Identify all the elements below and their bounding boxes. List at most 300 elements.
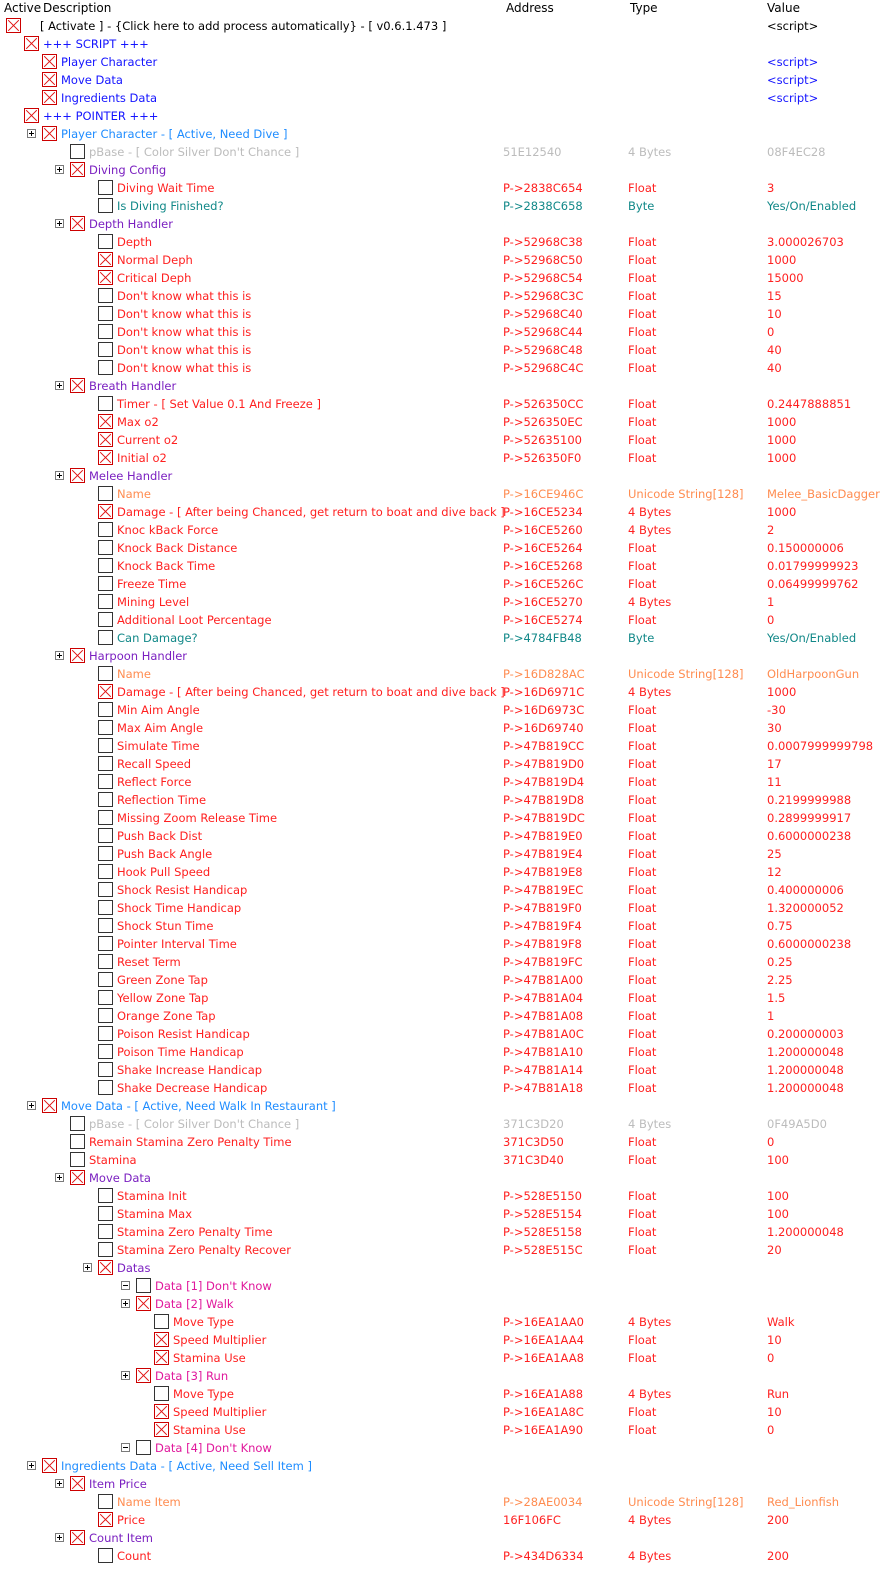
entry-description[interactable]: Stamina — [89, 1153, 137, 1167]
entry-description[interactable]: Ingredients Data - [ Active, Need Sell Item ] — [61, 1459, 312, 1473]
table-row[interactable] — [0, 269, 884, 287]
entry-address[interactable]: P->52968C50 — [503, 253, 583, 267]
entry-type[interactable]: Float — [628, 829, 657, 843]
active-checkbox[interactable] — [70, 162, 85, 177]
active-checkbox[interactable] — [98, 342, 113, 357]
entry-description[interactable]: pBase - [ Color Silver Don't Chance ] — [89, 145, 300, 159]
entry-address[interactable]: P->16D828AC — [503, 667, 585, 681]
entry-type[interactable]: Float — [628, 181, 657, 195]
active-checkbox[interactable] — [98, 882, 113, 897]
table-row[interactable] — [0, 539, 884, 557]
entry-value[interactable]: 0.25 — [767, 955, 793, 969]
entry-address[interactable]: P->2838C654 — [503, 181, 583, 195]
entry-description[interactable]: Diving Wait Time — [117, 181, 215, 195]
active-checkbox[interactable] — [98, 1062, 113, 1077]
active-checkbox[interactable] — [154, 1422, 169, 1437]
table-row[interactable] — [0, 791, 884, 809]
entry-value[interactable]: 12 — [767, 865, 782, 879]
table-row[interactable] — [0, 1439, 884, 1457]
table-row[interactable] — [0, 1511, 884, 1529]
entry-address[interactable]: P->16CE5274 — [503, 613, 583, 627]
entry-address[interactable]: P->16CE526C — [503, 577, 584, 591]
entry-value[interactable]: 0.0007999999798 — [767, 739, 874, 753]
entry-value[interactable]: 100 — [767, 1207, 789, 1221]
table-row[interactable] — [0, 107, 884, 125]
entry-value[interactable]: 15000 — [767, 271, 804, 285]
active-checkbox[interactable] — [98, 198, 113, 213]
entry-value[interactable]: 1000 — [767, 505, 797, 519]
entry-value[interactable]: Yes/On/Enabled — [767, 631, 857, 645]
expand-icon[interactable] — [55, 471, 64, 480]
active-checkbox[interactable] — [98, 774, 113, 789]
entry-address[interactable]: P->52968C54 — [503, 271, 583, 285]
active-checkbox[interactable] — [98, 1080, 113, 1095]
entry-type[interactable]: 4 Bytes — [628, 685, 672, 699]
entry-type[interactable]: 4 Bytes — [628, 1315, 672, 1329]
expand-icon[interactable] — [121, 1299, 130, 1308]
active-checkbox[interactable] — [136, 1368, 151, 1383]
entry-description[interactable]: Max Aim Angle — [117, 721, 204, 735]
entry-address[interactable]: P->526350EC — [503, 415, 583, 429]
table-row[interactable] — [0, 1187, 884, 1205]
entry-value[interactable]: 1 — [767, 1009, 775, 1023]
entry-value[interactable]: Run — [767, 1387, 790, 1401]
table-row[interactable] — [0, 611, 884, 629]
entry-value[interactable]: 17 — [767, 757, 782, 771]
table-row[interactable] — [0, 125, 884, 143]
entry-description[interactable]: Don't know what this is — [117, 325, 252, 339]
entry-type[interactable]: Float — [628, 343, 657, 357]
active-checkbox[interactable] — [98, 594, 113, 609]
entry-description[interactable]: Don't know what this is — [117, 307, 252, 321]
entry-description[interactable]: Depth Handler — [89, 217, 173, 231]
entry-type[interactable]: Float — [628, 1081, 657, 1095]
entry-description[interactable]: Green Zone Tap — [117, 973, 208, 987]
active-checkbox[interactable] — [98, 1008, 113, 1023]
entry-description[interactable]: Stamina Use — [173, 1351, 246, 1365]
table-row[interactable] — [0, 71, 884, 89]
table-row[interactable] — [0, 377, 884, 395]
active-checkbox[interactable] — [42, 126, 57, 141]
active-checkbox[interactable] — [98, 324, 113, 339]
table-row[interactable] — [0, 1331, 884, 1349]
entry-value[interactable]: 1.200000048 — [767, 1063, 844, 1077]
table-row[interactable] — [0, 503, 884, 521]
entry-value[interactable]: -30 — [767, 703, 786, 717]
entry-address[interactable]: P->16CE5268 — [503, 559, 583, 573]
active-checkbox[interactable] — [98, 540, 113, 555]
entry-address[interactable]: P->434D6334 — [503, 1549, 584, 1563]
table-row[interactable] — [0, 215, 884, 233]
active-checkbox[interactable] — [98, 558, 113, 573]
entry-type[interactable]: Float — [628, 793, 657, 807]
entry-value[interactable]: 2 — [767, 523, 775, 537]
active-checkbox[interactable] — [98, 738, 113, 753]
active-checkbox[interactable] — [70, 216, 85, 231]
active-checkbox[interactable] — [154, 1386, 169, 1401]
entry-value[interactable]: Red_Lionfish — [767, 1495, 840, 1509]
entry-address[interactable]: P->47B81A10 — [503, 1045, 584, 1059]
expand-icon[interactable] — [121, 1371, 130, 1380]
entry-address[interactable]: P->16D69740 — [503, 721, 584, 735]
table-row[interactable] — [0, 1205, 884, 1223]
entry-type[interactable]: Float — [628, 271, 657, 285]
entry-value[interactable]: 0.2899999917 — [767, 811, 852, 825]
entry-address[interactable]: P->47B819F8 — [503, 937, 582, 951]
active-checkbox[interactable] — [98, 522, 113, 537]
entry-value[interactable]: 08F4EC28 — [767, 145, 826, 159]
table-row[interactable] — [0, 971, 884, 989]
entry-address[interactable]: P->47B819D0 — [503, 757, 585, 771]
active-checkbox[interactable] — [98, 612, 113, 627]
entry-value[interactable]: 0 — [767, 1423, 775, 1437]
entry-value[interactable]: 40 — [767, 343, 782, 357]
active-checkbox[interactable] — [98, 630, 113, 645]
entry-value[interactable]: 15 — [767, 289, 782, 303]
table-row[interactable] — [0, 557, 884, 575]
table-row[interactable] — [0, 161, 884, 179]
active-checkbox[interactable] — [6, 18, 21, 33]
table-row[interactable] — [0, 251, 884, 269]
entry-description[interactable]: Freeze Time — [117, 577, 187, 591]
entry-description[interactable]: Poison Time Handicap — [117, 1045, 244, 1059]
entry-type[interactable]: Unicode String[128] — [628, 487, 744, 501]
entry-address[interactable]: P->16EA1A90 — [503, 1423, 584, 1437]
table-row[interactable] — [0, 827, 884, 845]
active-checkbox[interactable] — [98, 666, 113, 681]
entry-value[interactable]: 100 — [767, 1153, 789, 1167]
entry-value[interactable]: 0.150000006 — [767, 541, 844, 555]
active-checkbox[interactable] — [154, 1314, 169, 1329]
table-row[interactable] — [0, 1547, 884, 1565]
entry-address[interactable]: P->16CE5234 — [503, 505, 583, 519]
table-row[interactable] — [0, 179, 884, 197]
entry-value[interactable]: 2.25 — [767, 973, 793, 987]
active-checkbox[interactable] — [98, 684, 113, 699]
entry-description[interactable]: Move Data — [61, 73, 123, 87]
entry-value[interactable]: 1.5 — [767, 991, 786, 1005]
entry-address[interactable]: P->16EA1A8C — [503, 1405, 584, 1419]
entry-description[interactable]: Shock Resist Handicap — [117, 883, 248, 897]
table-row[interactable] — [0, 1277, 884, 1295]
active-checkbox[interactable] — [98, 486, 113, 501]
entry-description[interactable]: Ingredients Data — [61, 91, 158, 105]
table-row[interactable] — [0, 935, 884, 953]
entry-value[interactable]: 20 — [767, 1243, 782, 1257]
table-row[interactable] — [0, 17, 884, 35]
table-row[interactable] — [0, 845, 884, 863]
table-row[interactable] — [0, 719, 884, 737]
entry-type[interactable]: Float — [628, 1225, 657, 1239]
entry-description[interactable]: Move Data - [ Active, Need Walk In Restaurant ] — [61, 1099, 336, 1113]
table-row[interactable] — [0, 701, 884, 719]
table-row[interactable] — [0, 449, 884, 467]
entry-type[interactable]: Float — [628, 1027, 657, 1041]
entry-description[interactable]: Knock Back Time — [117, 559, 216, 573]
active-checkbox[interactable] — [98, 1224, 113, 1239]
entry-type[interactable]: Float — [628, 1207, 657, 1221]
expand-icon[interactable] — [55, 1173, 64, 1182]
active-checkbox[interactable] — [98, 576, 113, 591]
entry-type[interactable]: Float — [628, 811, 657, 825]
entry-type[interactable]: Float — [628, 1135, 657, 1149]
entry-description[interactable]: Pointer Interval Time — [117, 937, 237, 951]
entry-description[interactable]: Name — [117, 487, 151, 501]
entry-type[interactable]: Float — [628, 1423, 657, 1437]
entry-type[interactable]: 4 Bytes — [628, 505, 672, 519]
entry-address[interactable]: P->16EA1AA8 — [503, 1351, 584, 1365]
entry-description[interactable]: Shock Time Handicap — [117, 901, 242, 915]
table-row[interactable] — [0, 197, 884, 215]
entry-address[interactable]: P->16CE946C — [503, 487, 584, 501]
entry-type[interactable]: Unicode String[128] — [628, 667, 744, 681]
entry-description[interactable]: Speed Multiplier — [173, 1333, 267, 1347]
active-checkbox[interactable] — [154, 1332, 169, 1347]
table-row[interactable] — [0, 683, 884, 701]
entry-type[interactable]: Float — [628, 1243, 657, 1257]
entry-type[interactable]: Float — [628, 973, 657, 987]
entry-address[interactable]: P->52635100 — [503, 433, 583, 447]
entry-description[interactable]: Shake Decrease Handicap — [117, 1081, 268, 1095]
entry-address[interactable]: P->52968C48 — [503, 343, 583, 357]
entry-address[interactable]: P->47B81A04 — [503, 991, 584, 1005]
table-row[interactable] — [0, 1025, 884, 1043]
entry-address[interactable]: P->4784FB48 — [503, 631, 582, 645]
table-row[interactable] — [0, 233, 884, 251]
entry-value[interactable]: 10 — [767, 1333, 782, 1347]
entry-type[interactable]: Float — [628, 1405, 657, 1419]
active-checkbox[interactable] — [98, 288, 113, 303]
entry-type[interactable]: Byte — [628, 199, 655, 213]
entry-value[interactable]: 1.200000048 — [767, 1225, 844, 1239]
entry-value[interactable]: 0.400000006 — [767, 883, 844, 897]
active-checkbox[interactable] — [98, 918, 113, 933]
entry-description[interactable]: Stamina Use — [173, 1423, 246, 1437]
active-checkbox[interactable] — [24, 108, 39, 123]
expand-icon[interactable] — [55, 219, 64, 228]
active-checkbox[interactable] — [98, 252, 113, 267]
active-checkbox[interactable] — [98, 756, 113, 771]
entry-value[interactable]: 3.000026703 — [767, 235, 844, 249]
col-address[interactable]: Address — [506, 1, 554, 15]
active-checkbox[interactable] — [154, 1350, 169, 1365]
table-row[interactable] — [0, 1493, 884, 1511]
entry-description[interactable]: Speed Multiplier — [173, 1405, 267, 1419]
entry-value[interactable]: 0 — [767, 1351, 775, 1365]
entry-address[interactable]: P->528E5158 — [503, 1225, 582, 1239]
entry-description[interactable]: Poison Resist Handicap — [117, 1027, 250, 1041]
entry-type[interactable]: 4 Bytes — [628, 1513, 672, 1527]
active-checkbox[interactable] — [98, 432, 113, 447]
entry-description[interactable]: Damage - [ After being Chanced, get return to boat and dive back ] — [117, 505, 505, 519]
entry-value[interactable]: Yes/On/Enabled — [767, 199, 857, 213]
active-checkbox[interactable] — [98, 900, 113, 915]
entry-type[interactable]: Float — [628, 451, 657, 465]
active-checkbox[interactable] — [98, 810, 113, 825]
active-checkbox[interactable] — [70, 1116, 85, 1131]
entry-value[interactable]: <script> — [767, 19, 819, 33]
entry-value[interactable]: 100 — [767, 1189, 789, 1203]
entry-description[interactable]: Current o2 — [117, 433, 179, 447]
col-description[interactable]: Description — [43, 1, 112, 15]
entry-address[interactable]: P->47B81A0C — [503, 1027, 584, 1041]
entry-description[interactable]: Count Item — [89, 1531, 153, 1545]
entry-value[interactable]: OldHarpoonGun — [767, 667, 860, 681]
entry-description[interactable]: Normal Deph — [117, 253, 193, 267]
table-row[interactable] — [0, 89, 884, 107]
entry-address[interactable]: P->16D6973C — [503, 703, 585, 717]
entry-type[interactable]: Float — [628, 1009, 657, 1023]
col-type[interactable]: Type — [630, 1, 658, 15]
entry-value[interactable]: 0.01799999923 — [767, 559, 859, 573]
entry-address[interactable]: P->526350F0 — [503, 451, 582, 465]
entry-address[interactable]: P->47B819F0 — [503, 901, 582, 915]
entry-description[interactable]: pBase - [ Color Silver Don't Chance ] — [89, 1117, 300, 1131]
entry-address[interactable]: P->528E5154 — [503, 1207, 582, 1221]
entry-description[interactable]: +++ SCRIPT +++ — [43, 37, 149, 51]
entry-type[interactable]: Float — [628, 613, 657, 627]
entry-type[interactable]: 4 Bytes — [628, 595, 672, 609]
entry-address[interactable]: P->16CE5264 — [503, 541, 583, 555]
entry-address[interactable]: 51E12540 — [503, 145, 562, 159]
entry-value[interactable]: 0.75 — [767, 919, 793, 933]
entry-value[interactable]: 1000 — [767, 433, 797, 447]
entry-type[interactable]: Float — [628, 1333, 657, 1347]
table-row[interactable] — [0, 1043, 884, 1061]
entry-type[interactable]: Float — [628, 289, 657, 303]
table-row[interactable] — [0, 431, 884, 449]
entry-description[interactable]: Depth — [117, 235, 153, 249]
entry-value[interactable]: 0 — [767, 325, 775, 339]
entry-address[interactable]: P->47B819CC — [503, 739, 584, 753]
active-checkbox[interactable] — [98, 792, 113, 807]
table-row[interactable] — [0, 35, 884, 53]
table-row[interactable] — [0, 863, 884, 881]
entry-address[interactable]: P->47B81A00 — [503, 973, 584, 987]
table-row[interactable] — [0, 989, 884, 1007]
entry-value[interactable]: Walk — [767, 1315, 795, 1329]
entry-address[interactable]: P->28AE0034 — [503, 1495, 583, 1509]
entry-description[interactable]: Recall Speed — [117, 757, 192, 771]
table-row[interactable] — [0, 143, 884, 161]
entry-type[interactable]: Float — [628, 919, 657, 933]
table-row[interactable] — [0, 629, 884, 647]
table-row[interactable] — [0, 1367, 884, 1385]
entry-value[interactable]: 0.2199999988 — [767, 793, 852, 807]
expand-icon[interactable] — [55, 1533, 64, 1542]
entry-address[interactable]: P->2838C658 — [503, 199, 583, 213]
entry-type[interactable]: Float — [628, 775, 657, 789]
active-checkbox[interactable] — [24, 36, 39, 51]
entry-description[interactable]: Push Back Angle — [117, 847, 213, 861]
entry-description[interactable]: +++ POINTER +++ — [43, 109, 159, 123]
active-checkbox[interactable] — [98, 180, 113, 195]
entry-description[interactable]: Knoc kBack Force — [117, 523, 219, 537]
table-row[interactable] — [0, 1385, 884, 1403]
entry-address[interactable]: P->16CE5260 — [503, 523, 583, 537]
collapse-icon[interactable] — [121, 1443, 130, 1452]
entry-description[interactable]: Data [3] Run — [155, 1369, 229, 1383]
table-row[interactable] — [0, 323, 884, 341]
active-checkbox[interactable] — [70, 1152, 85, 1167]
table-row[interactable] — [0, 809, 884, 827]
entry-description[interactable]: Hook Pull Speed — [117, 865, 211, 879]
entry-description[interactable]: Diving Config — [89, 163, 167, 177]
entry-description[interactable]: Reflection Time — [117, 793, 207, 807]
table-row[interactable] — [0, 575, 884, 593]
table-row[interactable] — [0, 1097, 884, 1115]
entry-description[interactable]: Reset Term — [117, 955, 181, 969]
entry-description[interactable]: Can Damage? — [117, 631, 198, 645]
expand-icon[interactable] — [55, 381, 64, 390]
active-checkbox[interactable] — [98, 504, 113, 519]
entry-address[interactable]: P->16EA1AA0 — [503, 1315, 584, 1329]
entry-type[interactable]: Float — [628, 739, 657, 753]
active-checkbox[interactable] — [98, 1188, 113, 1203]
active-checkbox[interactable] — [98, 450, 113, 465]
entry-type[interactable]: Float — [628, 307, 657, 321]
entry-address[interactable]: 371C3D50 — [503, 1135, 564, 1149]
active-checkbox[interactable] — [70, 1170, 85, 1185]
table-row[interactable] — [0, 665, 884, 683]
entry-description[interactable]: Stamina Zero Penalty Time — [117, 1225, 273, 1239]
entry-value[interactable]: 25 — [767, 847, 782, 861]
expand-icon[interactable] — [55, 165, 64, 174]
entry-description[interactable]: Melee Handler — [89, 469, 173, 483]
entry-address[interactable]: P->47B819F4 — [503, 919, 582, 933]
entry-description[interactable]: Move Type — [173, 1387, 234, 1401]
table-row[interactable] — [0, 737, 884, 755]
entry-description[interactable]: Timer - [ Set Value 0.1 And Freeze ] — [117, 397, 321, 411]
entry-type[interactable]: Float — [628, 433, 657, 447]
entry-type[interactable]: Float — [628, 847, 657, 861]
expand-icon[interactable] — [83, 1263, 92, 1272]
table-row[interactable] — [0, 773, 884, 791]
active-checkbox[interactable] — [98, 414, 113, 429]
entry-type[interactable]: Float — [628, 361, 657, 375]
table-row[interactable] — [0, 467, 884, 485]
entry-description[interactable]: Breath Handler — [89, 379, 177, 393]
entry-value[interactable]: 30 — [767, 721, 782, 735]
active-checkbox[interactable] — [70, 1530, 85, 1545]
entry-description[interactable]: Stamina Max — [117, 1207, 193, 1221]
expand-icon[interactable] — [55, 651, 64, 660]
active-checkbox[interactable] — [98, 234, 113, 249]
entry-description[interactable]: Count — [117, 1549, 152, 1563]
table-row[interactable] — [0, 1457, 884, 1475]
entry-type[interactable]: Float — [628, 415, 657, 429]
table-row[interactable] — [0, 1007, 884, 1025]
entry-value[interactable]: 10 — [767, 1405, 782, 1419]
entry-address[interactable]: P->47B819E8 — [503, 865, 583, 879]
expand-icon[interactable] — [27, 1101, 36, 1110]
entry-address[interactable]: P->16EA1A88 — [503, 1387, 584, 1401]
entry-type[interactable]: Float — [628, 1351, 657, 1365]
entry-description[interactable]: Don't know what this is — [117, 289, 252, 303]
table-row[interactable] — [0, 1295, 884, 1313]
entry-type[interactable]: 4 Bytes — [628, 523, 672, 537]
active-checkbox[interactable] — [98, 702, 113, 717]
expand-icon[interactable] — [55, 1479, 64, 1488]
col-active[interactable]: Active — [4, 1, 42, 15]
entry-description[interactable]: Move Type — [173, 1315, 234, 1329]
entry-value[interactable]: 1000 — [767, 685, 797, 699]
entry-value[interactable]: 40 — [767, 361, 782, 375]
active-checkbox[interactable] — [98, 972, 113, 987]
entry-value[interactable]: 11 — [767, 775, 782, 789]
table-row[interactable] — [0, 647, 884, 665]
entry-description[interactable]: Data [1] Don't Know — [155, 1279, 272, 1293]
